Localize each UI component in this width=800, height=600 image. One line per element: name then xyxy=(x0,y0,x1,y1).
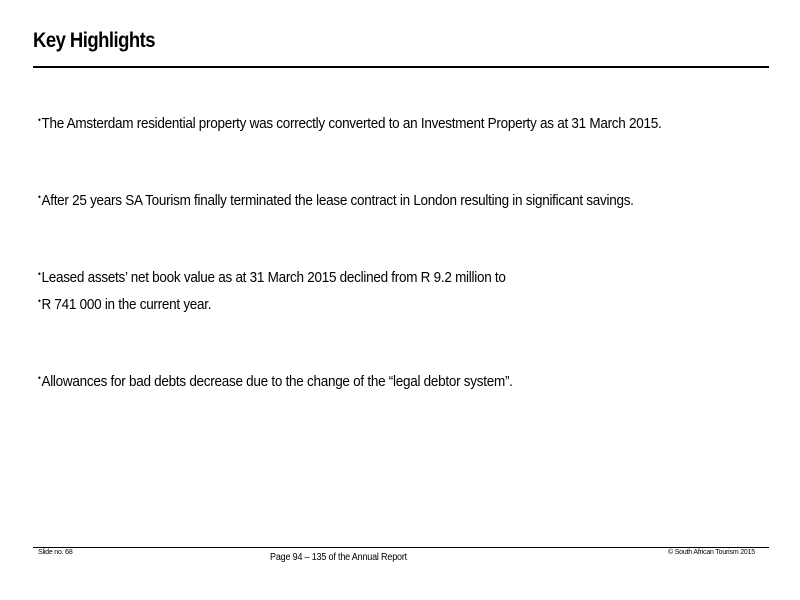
bullet-icon: • xyxy=(38,115,41,125)
bullet-item xyxy=(38,292,211,314)
bullet-icon: • xyxy=(38,296,41,306)
title-divider xyxy=(33,66,769,68)
bullet-text: Allowances for bad debts decrease due to the change of the “legal debtor system”. xyxy=(41,373,513,390)
footer-divider xyxy=(33,547,769,548)
copyright-notice: © South African Tourism 2015 xyxy=(668,549,755,556)
bullet-icon: • xyxy=(38,269,41,279)
page-reference: Page 94 – 135 of the Annual Report xyxy=(270,552,407,563)
bullet-text: After 25 years SA Tourism finally terminated the lease contract in London resulting in significant savings. xyxy=(41,192,634,209)
bullet-item xyxy=(38,265,506,287)
bullet-item xyxy=(38,369,513,391)
bullet-icon: • xyxy=(38,373,41,383)
slide-title: Key Highlights xyxy=(33,29,155,52)
bullet-text: The Amsterdam residential property was correctly converted to an Investment Property as at 31 March 2015. xyxy=(41,115,662,132)
bullet-icon: • xyxy=(38,192,41,202)
bullet-text: Leased assets’ net book value as at 31 March 2015 declined from R 9.2 million to xyxy=(41,269,506,286)
bullet-text: R 741 000 in the current year. xyxy=(41,296,212,313)
bullet-item xyxy=(38,188,634,210)
slide-number: Slide no. 68 xyxy=(38,549,73,556)
bullet-item xyxy=(38,111,661,133)
